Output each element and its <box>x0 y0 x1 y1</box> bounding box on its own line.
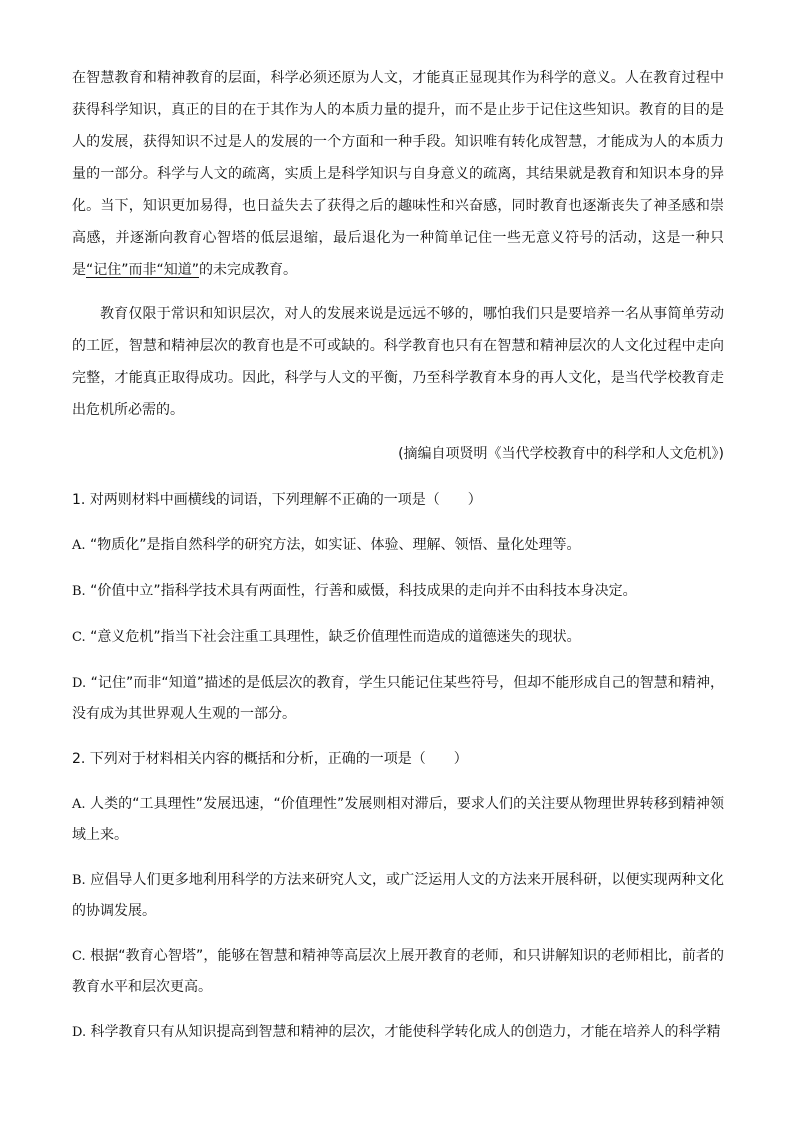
option-label: C. <box>72 630 86 645</box>
question-stem: 2. 下列对于材料相关内容的概括和分析，正确的一项是（ ） <box>72 751 468 767</box>
option-a <box>72 530 724 561</box>
question-stem: 1. 对两则材料中画横线的词语，下列理解不正确的一项是（ ） <box>72 492 482 508</box>
option-a <box>72 789 724 850</box>
option-d <box>72 668 724 729</box>
option-text: 科学教育只有从知识提高到智慧和精神的层次，才能使科学转化成人的创造力，才能在培养人的科学精 <box>90 1024 721 1040</box>
option-label: A. <box>72 797 86 812</box>
option-text: 应倡导人们更多地利用科学的方法来研究人文，或广泛运用人文的方法来开展科研，以便实现两种文化的协调发展。 <box>72 872 725 919</box>
option-b <box>72 865 724 926</box>
option-d <box>72 1017 724 1048</box>
passage-text: 在智慧教育和精神教育的层面，科学必须还原为人文，才能真正显现其作为科学的意义。人在教育过程中获得科学知识，真正的目的在于其作为人的本质力量的提升，而不是止步于记住这些知识。教育的目的是人的发展，获得知识不过是人的发展的一个方面和一种手段。知识唯有转化成智慧，才能成为人的本质力量的一部分。科学与人文的疏离，实质上是科学知识与自身意义的疏离，其结果就是教育和知识本身的异化。当下，知识更加易得，也日益失去了获得之后的趣味性和兴奋感，同时教育也逐渐丧失了神圣感和崇高感，并逐渐向教育心智塔的低层退缩，最后退化为一种简单记住一些无意义符号的活动，这是一种只是 <box>72 70 724 278</box>
option-text: “记住”而非“知道”描述的是低层次的教育，学生只能记住某些符号，但却不能形成自己的智慧和精神，没有成为其世界观人生观的一部分。 <box>72 675 725 722</box>
option-label: C. <box>72 949 86 964</box>
option-text: “价值中立”指科学技术具有两面性，行善和威慑，科技成果的走向并不由科技本身决定。 <box>90 583 637 599</box>
option-label: D. <box>72 1025 87 1040</box>
option-label: B. <box>72 584 86 599</box>
document-page <box>72 62 724 1048</box>
option-label: A. <box>72 538 86 553</box>
option-label: D. <box>72 676 87 691</box>
option-text: 人类的“工具理性”发展迅速，“价值理性”发展则相对滞后，要求人们的关注要从物理世界转移到精神领域上来。 <box>72 796 724 843</box>
option-text: “物质化”是指自然科学的研究方法，如实证、体验、理解、领悟、量化处理等。 <box>89 537 581 553</box>
option-label: B. <box>72 873 86 888</box>
option-c <box>72 622 724 653</box>
option-b <box>72 576 724 607</box>
underlined-phrase: “记住”而非“知道” <box>86 262 200 278</box>
passage-paragraph-2: 教育仅限于常识和知识层次，对人的发展来说是远远不够的，哪怕我们只是要培养一名从事简单劳动的工匠，智慧和精神层次的教育也是不可或缺的。科学教育也只有在智慧和精神层次的人文化过程中走向完整，才能真正取得成功。因此，科学与人文的平衡，乃至科学教育本身的再人文化，是当代学校教育走出危机所必需的。 <box>72 306 724 418</box>
option-text: “意义危机”指当下社会注重工具理性，缺乏价值理性而造成的道德迷失的现状。 <box>90 629 581 645</box>
passage-paragraph-1 <box>72 62 724 286</box>
option-c <box>72 941 724 1002</box>
passage-text: 的未完成教育。 <box>199 262 298 278</box>
option-text: 根据“教育心智塔”，能够在智慧和精神等高层次上展开教育的老师，和只讲解知识的老师相比，前者的教育水平和层次更高。 <box>72 948 724 995</box>
source-citation: (摘编自项贤明《当代学校教育中的科学和人文危机》) <box>398 446 724 462</box>
